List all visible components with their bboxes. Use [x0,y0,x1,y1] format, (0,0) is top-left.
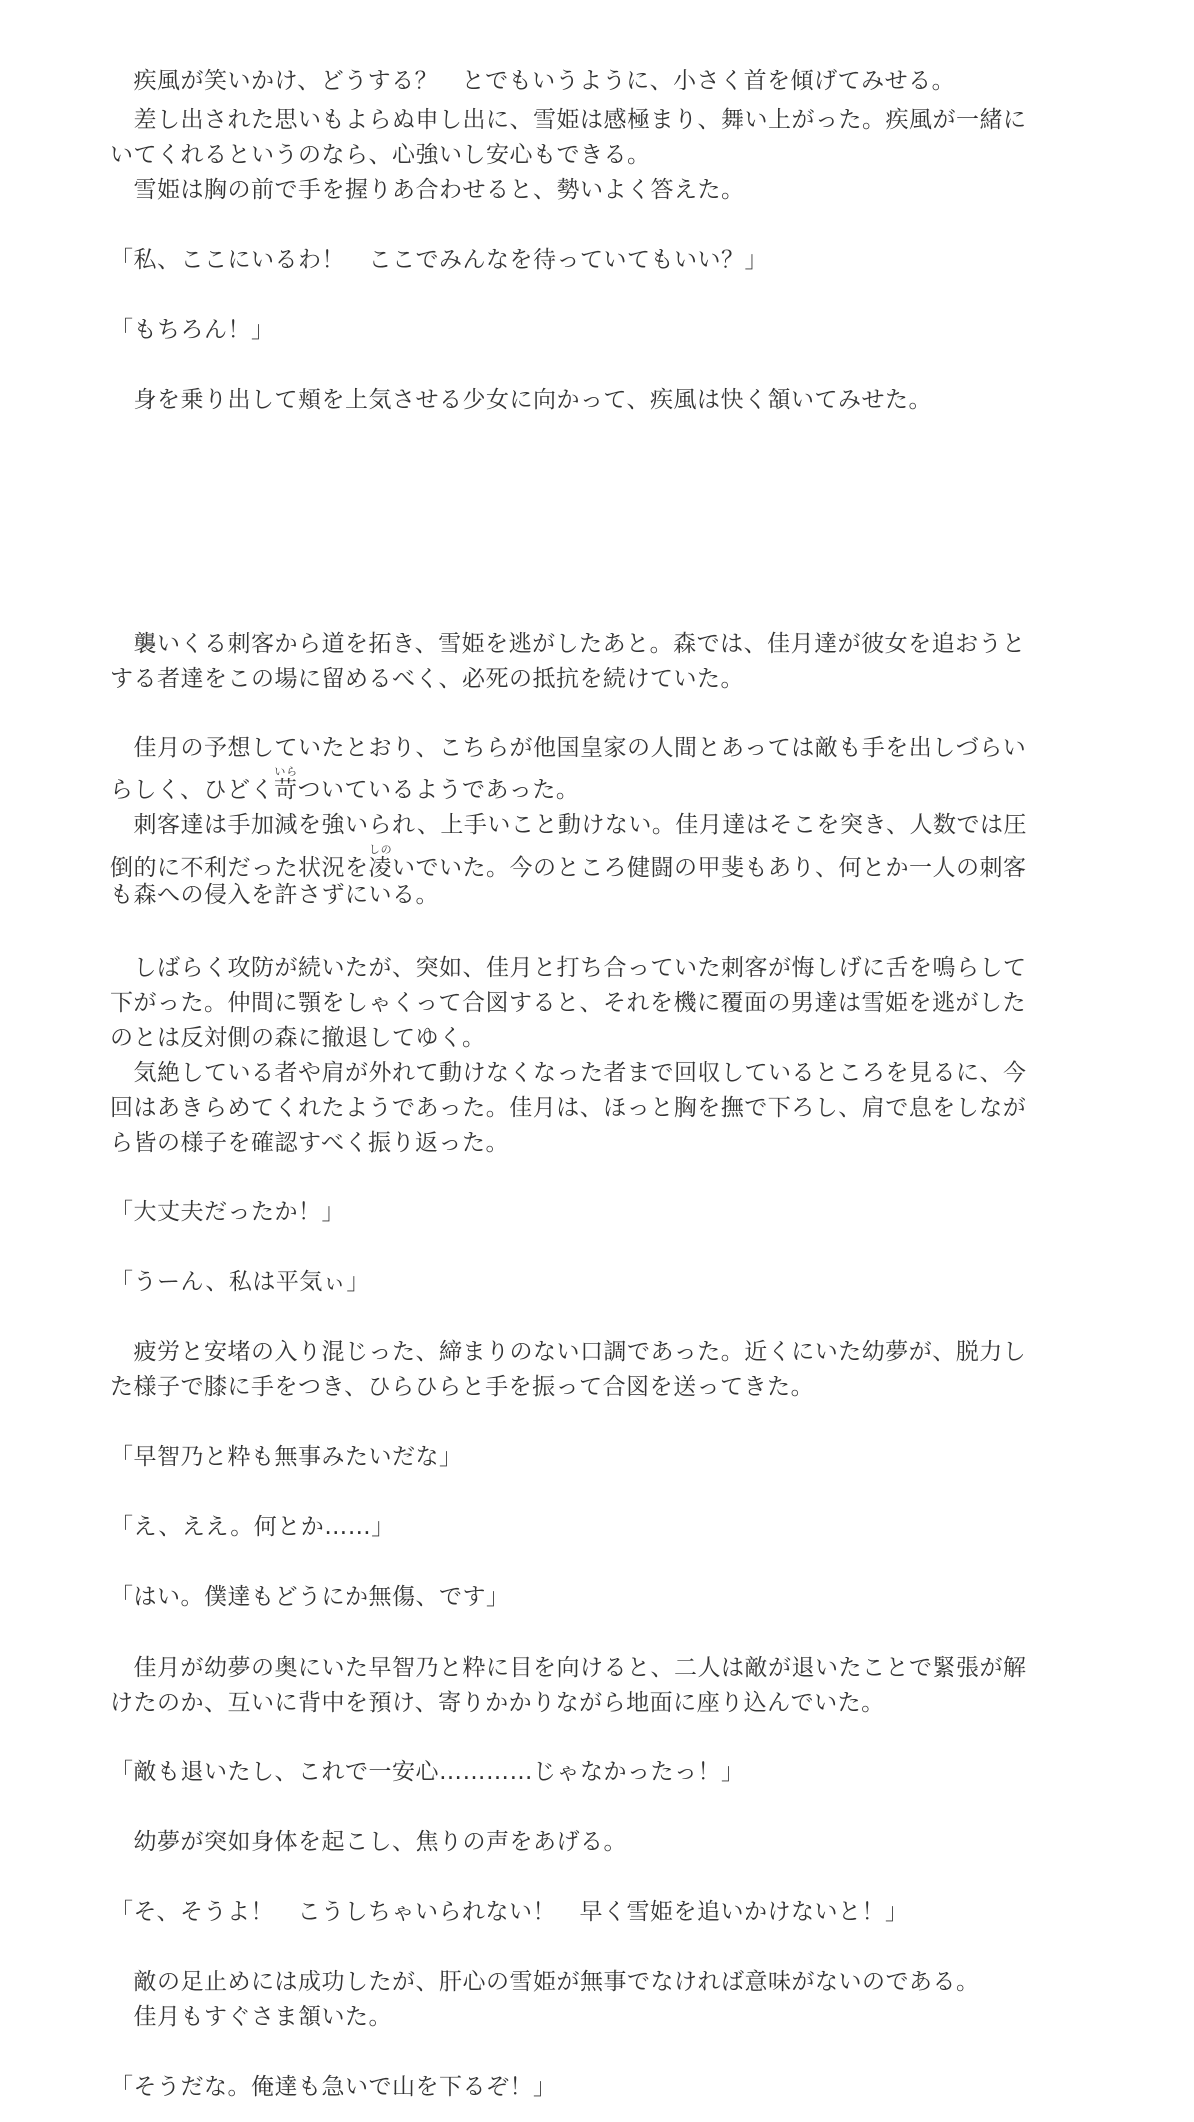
text-line: 襲いくる刺客から道を拓き、雪姫を逃がしたあと。森では、佳月達が彼女を追おうと [110,631,1026,657]
text-line: ら皆の様子を確認すべく振り返った。 [110,1130,510,1156]
text-segment: ついているようであった。 [297,777,580,803]
dialogue-line: 「私、ここにいるわ！ ここでみんなを待っていてもいい？」 [110,247,768,273]
dialogue-line: 「うーん、私は平気ぃ」 [110,1269,370,1295]
text-line: 刺客達は手加減を強いられ、上手いこと動けない。佳月達はそこを突き、人数では圧 [110,812,1027,838]
text-line: 佳月の予想していたとおり、こちらが他国皇家の人間とあっては敵も手を出しづらい [110,735,1027,761]
text-line: 佳月が幼夢の奥にいた早智乃と粋に目を向けると、二人は敵が退いたことで緊張が解 [110,1655,1027,1681]
text-line: いてくれるというのなら、心強いし安心もできる。 [110,142,651,168]
text-line: 気絶している者や肩が外れて動けなくなった者まで回収しているところを見るに、今 [110,1060,1027,1086]
text-line: 雪姫は胸の前で手を握りあ合わせると、勢いよく答えた。 [110,177,745,203]
dialogue-line: 「早智乃と粋も無事みたいだな」 [110,1444,463,1470]
text-line: けたのか、互いに背中を預け、寄りかかりながら地面に座り込んでいた。 [110,1690,885,1716]
text-segment: いでいた。今のところ健闘の甲斐もあり、何とか一人の刺客 [392,855,1027,881]
dialogue-line: 「そうだな。俺達も急いで山を下るぞ！」 [110,2074,557,2100]
dialogue-line: 「え、ええ。何とか……」 [110,1514,395,1540]
text-line: しばらく攻防が続いたが、突如、佳月と打ち合っていた刺客が悔しげに舌を鳴らして [110,955,1027,981]
text-line: 疾風が笑いかけ、どうする？ とでもいうように、小さく首を傾げてみせる。 [110,68,956,94]
text-line-with-ruby [110,765,1090,807]
dialogue-line: 「そ、そうよ！ こうしちゃいられない！ 早く雪姫を追いかけないと！」 [110,1899,909,1925]
text-line: 幼夢が突如身体を起こし、焦りの声をあげる。 [110,1829,627,1855]
text-line: た様子で膝に手をつき、ひらひらと手を振って合図を送ってきた。 [110,1374,815,1400]
text-line: 差し出された思いもよらぬ申し出に、雪姫は感極まり、舞い上がった。疾風が一緒に [110,107,1027,133]
text-line: 疲労と安堵の入り混じった、締まりのない口調であった。近くにいた幼夢が、脱力し [110,1339,1027,1365]
text-line: する者達をこの場に留めるべく、必死の抵抗を続けていた。 [110,666,745,692]
text-line: 佳月もすぐさま頷いた。 [110,2004,392,2030]
text-line: 下がった。仲間に顎をしゃくって合図すると、それを機に覆面の男達は雪姫を逃がした [110,990,1027,1016]
text-line: のとは反対側の森に撤退してゆく。 [110,1025,486,1051]
text-segment: らしく、ひどく [110,777,275,803]
text-line: も森への侵入を許さずにいる。 [110,882,439,908]
dialogue-line: 「はい。僕達もどうにか無傷、です」 [110,1584,510,1610]
ruby-annotation: 苛いら [274,765,298,803]
dialogue-line: 「もちろん！」 [110,317,275,343]
text-line: 敵の足止めには成功したが、肝心の雪姫が無事でなければ意味がないのである。 [110,1969,980,1995]
dialogue-line: 「敵も退いたし、これで一安心…………じゃなかったっ！」 [110,1759,745,1785]
ruby-annotation: 凌しの [368,843,392,881]
dialogue-line: 「大丈夫だったか！」 [110,1199,345,1225]
text-line: 回はあきらめてくれたようであった。佳月は、ほっと胸を撫で下ろし、肩で息をしなが [110,1095,1027,1121]
text-line: 身を乗り出して頬を上気させる少女に向かって、疾風は快く頷いてみせた。 [110,387,933,413]
text-segment: 倒的に不利だった状況を [110,855,369,881]
